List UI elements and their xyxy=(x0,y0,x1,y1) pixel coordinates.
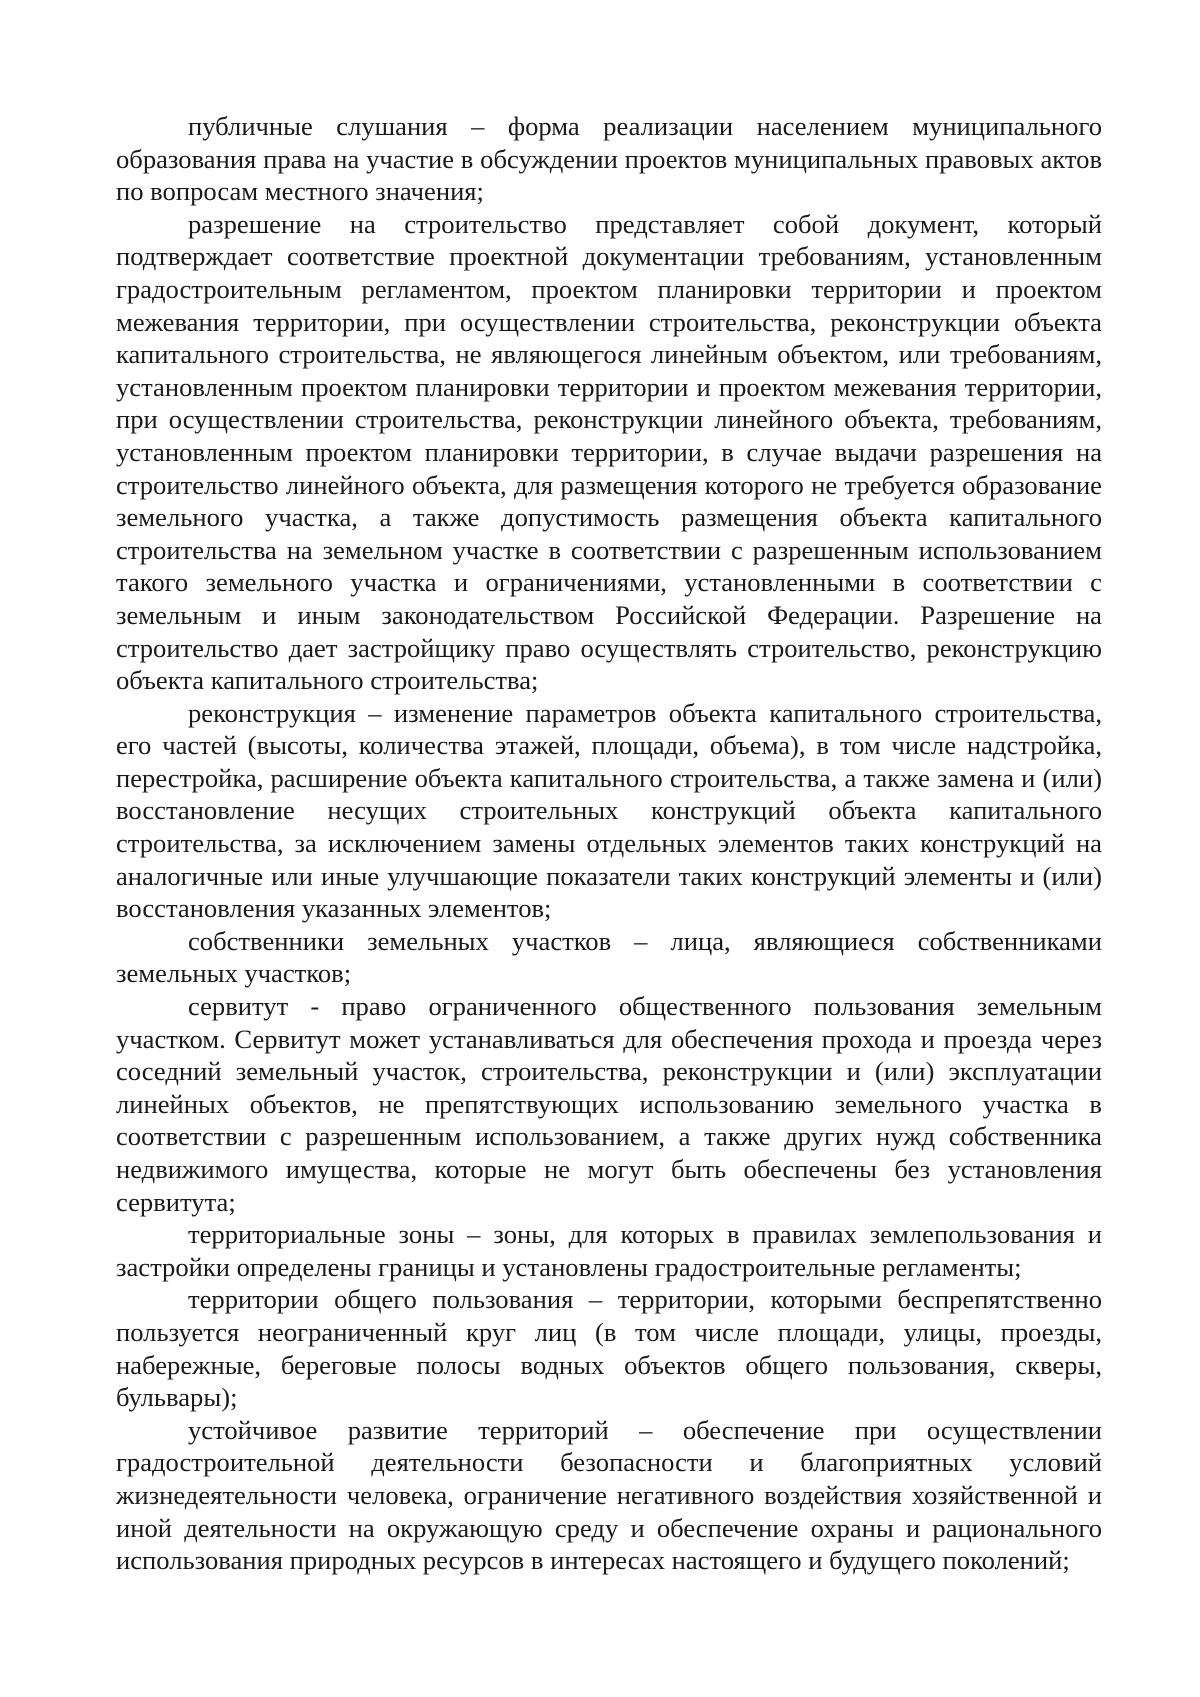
paragraph-building-permit: разрешение на строительство представляет собой документ, который подтверждает соответствие проектной документации требованиям, установленным градостроительным регламентом, проектом планировки территории и проектом межевания территории, при осуществлении строительства, реконструкции объекта капитального строительства, не являющегося линейным объектом, или требованиям, установленным проектом планировки территории и проектом межевания территории, при осуществлении строительства, реконструкции линейного объекта, требованиям, установленным проектом планировки территории, в случае выдачи разрешения на строительство линейного объекта, для размещения которого не требуется образование земельного участка, а также допустимость размещения объекта капитального строительства на земельном участке в соответствии с разрешенным использованием такого земельного участка и ограничениями, установленными в соответствии с земельным и иным законодательством Российской Федерации. Разрешение на строительство дает застройщику право осуществлять строительство, реконструкцию объекта капитального строительства; xyxy=(116,208,1102,696)
paragraph-public-territories: территории общего пользования – территории, которыми беспрепятственно пользуется неограниченный круг лиц (в том числе площади, улицы, проезды, набережные, береговые полосы водных объектов общего пользования, скверы, бульвары); xyxy=(116,1284,1102,1413)
paragraph-public-hearings: публичные слушания – форма реализации населением муниципального образования права на участие в обсуждении проектов муниципальных правовых актов по вопросам местного значения; xyxy=(116,111,1102,207)
paragraph-sustainable-development: устойчивое развитие территорий – обеспечение при осуществлении градостроительной деятельности безопасности и благоприятных условий жизнедеятельности человека, ограничение негативного воздействия хозяйственной и иной деятельности на окружающую среду и обеспечение охраны и рационального использования природных ресурсов в интересах настоящего и будущего поколений; xyxy=(116,1414,1102,1576)
document-page xyxy=(116,110,1102,1577)
paragraph-territorial-zones: территориальные зоны – зоны, для которых в правилах землепользования и застройки определены границы и установлены градостроительные регламенты; xyxy=(116,1219,1102,1282)
paragraph-land-owners: собственники земельных участков – лица, являющиеся собственниками земельных участков; xyxy=(116,925,1102,989)
paragraph-reconstruction: реконструкция – изменение параметров объекта капитального строительства, его частей (высоты, количества этажей, площади, объема), в том числе надстройка, перестройка, расширение объекта капитального строительства, а также замена и (или) восстановление несущих строительных конструкций объекта капитального строительства, за исключением замены отдельных элементов таких конструкций на аналогичные или иные улучшающие показатели таких конструкций элементы и (или) восстановления указанных элементов; xyxy=(116,697,1102,924)
paragraph-servitude: сервитут - право ограниченного общественного пользования земельным участком. Сервитут может устанавливаться для обеспечения прохода и проезда через соседний земельный участок, строительства, реконструкции и (или) эксплуатации линейных объектов, не препятствующих использованию земельного участка в соответствии с разрешенным использованием, а также других нужд собственника недвижимого имущества, которые не могут быть обеспечены без установления сервитута; xyxy=(116,991,1102,1217)
